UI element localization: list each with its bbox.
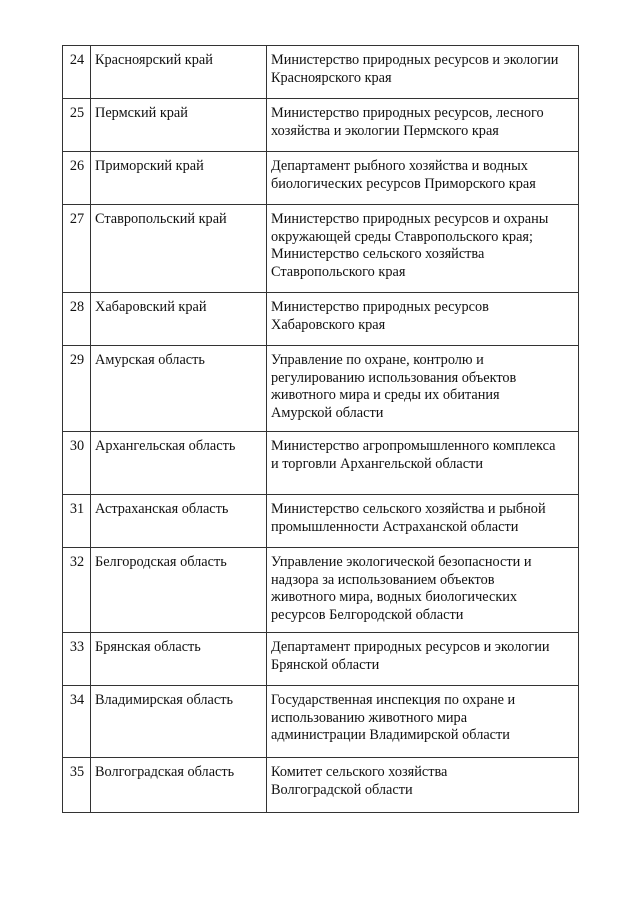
row-number: 26 — [63, 152, 91, 205]
region-name: Приморский край — [91, 152, 267, 205]
row-number: 24 — [63, 46, 91, 99]
row-number: 27 — [63, 205, 91, 293]
row-number: 29 — [63, 346, 91, 432]
table-row — [63, 46, 579, 99]
organization-name: Департамент природных ресурсов и экологии Брянской области — [267, 633, 579, 686]
organization-name: Министерство природных ресурсов Хабаровского края — [267, 293, 579, 346]
organization-name: Управление по охране, контролю и регулированию использования объектов животного мира и среды их обитания Амурской области — [267, 346, 579, 432]
region-name: Белгородская область — [91, 548, 267, 633]
organization-name: Департамент рыбного хозяйства и водных биологических ресурсов Приморского края — [267, 152, 579, 205]
table-row — [63, 633, 579, 686]
region-name: Красноярский край — [91, 46, 267, 99]
table-row — [63, 346, 579, 432]
row-number: 32 — [63, 548, 91, 633]
table-row — [63, 686, 579, 758]
row-number: 31 — [63, 495, 91, 548]
region-name: Амурская область — [91, 346, 267, 432]
row-number: 25 — [63, 99, 91, 152]
table-row — [63, 758, 579, 813]
region-name: Волгоградская область — [91, 758, 267, 813]
region-name: Брянская область — [91, 633, 267, 686]
table-row — [63, 205, 579, 293]
regions-table — [62, 45, 579, 813]
row-number: 28 — [63, 293, 91, 346]
row-number: 35 — [63, 758, 91, 813]
regions-table-body — [63, 46, 579, 813]
region-name: Владимирская область — [91, 686, 267, 758]
region-name: Хабаровский край — [91, 293, 267, 346]
row-number: 30 — [63, 432, 91, 495]
region-name: Ставропольский край — [91, 205, 267, 293]
organization-name: Управление экологической безопасности и надзора за использованием объектов животного мира, водных биологических ресурсов Белгородской области — [267, 548, 579, 633]
table-row — [63, 293, 579, 346]
organization-name: Министерство природных ресурсов и экологии Красноярского края — [267, 46, 579, 99]
organization-name: Комитет сельского хозяйства Волгоградской области — [267, 758, 579, 813]
region-name: Астраханская область — [91, 495, 267, 548]
row-number: 34 — [63, 686, 91, 758]
table-row — [63, 152, 579, 205]
organization-name: Министерство природных ресурсов и охраны окружающей среды Ставропольского края; Министерство сельского хозяйства Ставропольского края — [267, 205, 579, 293]
table-row — [63, 548, 579, 633]
organization-name: Государственная инспекция по охране и использованию животного мира администрации Владимирской области — [267, 686, 579, 758]
region-name: Архангельская область — [91, 432, 267, 495]
table-row — [63, 432, 579, 495]
organization-name: Министерство агропромышленного комплекса и торговли Архангельской области — [267, 432, 579, 495]
table-row — [63, 495, 579, 548]
row-number: 33 — [63, 633, 91, 686]
organization-name: Министерство сельского хозяйства и рыбной промышленности Астраханской области — [267, 495, 579, 548]
organization-name: Министерство природных ресурсов, лесного хозяйства и экологии Пермского края — [267, 99, 579, 152]
table-row — [63, 99, 579, 152]
region-name: Пермский край — [91, 99, 267, 152]
